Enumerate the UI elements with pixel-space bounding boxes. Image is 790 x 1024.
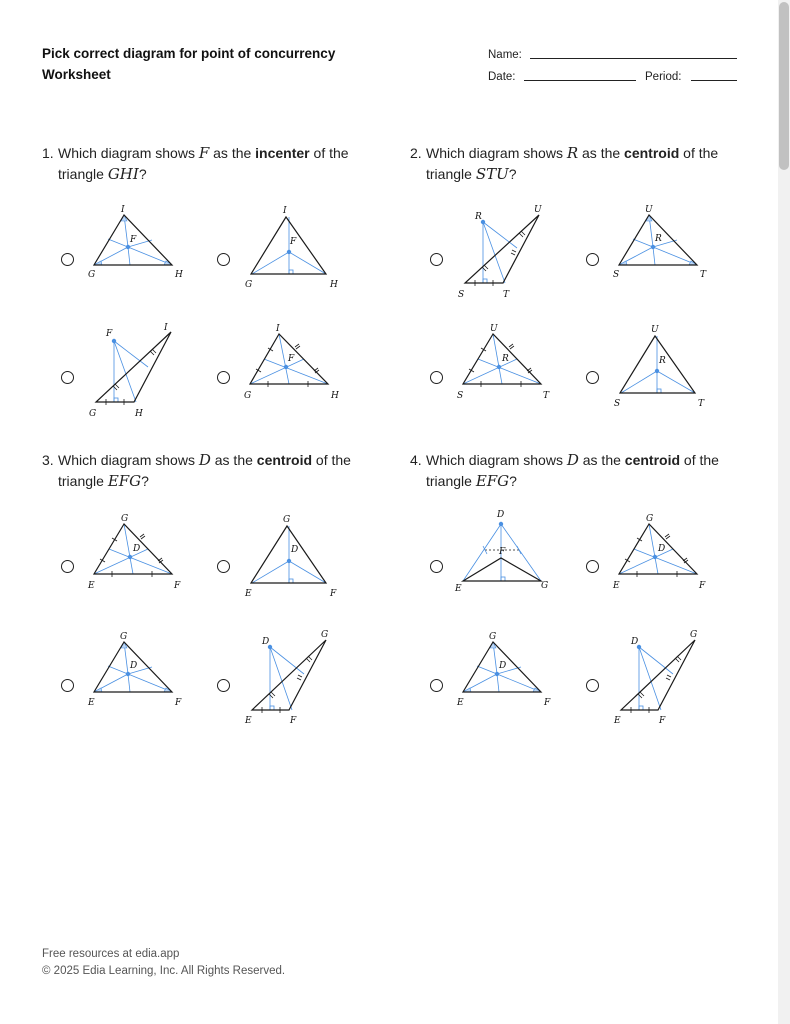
vertex-label: I xyxy=(121,205,125,215)
q3-diagram-d xyxy=(242,628,346,728)
question-text: of the xyxy=(680,452,719,468)
question-text: as the xyxy=(578,145,625,161)
vertex-label: E xyxy=(614,716,621,726)
question-point: D xyxy=(198,451,211,469)
q1-option-d-radio[interactable] xyxy=(217,371,230,384)
question-text: Which diagram shows xyxy=(58,452,199,468)
title-line-2: Worksheet xyxy=(42,67,111,82)
vertex-label: E xyxy=(88,581,95,591)
name-label: Name: xyxy=(488,49,522,61)
question-text: as the xyxy=(209,145,256,161)
q1-diagram-b xyxy=(242,203,346,293)
vertex-label: U xyxy=(645,205,653,215)
question-text: triangle xyxy=(426,166,476,182)
date-label: Date: xyxy=(488,71,516,83)
question-triangle: EFG xyxy=(107,472,142,490)
question-4 xyxy=(410,450,740,492)
q4-option-a-radio[interactable] xyxy=(430,560,443,573)
question-term: incenter xyxy=(255,145,310,161)
question-text: triangle xyxy=(58,473,108,489)
vertex-label: G xyxy=(245,280,253,290)
q2-option-b-radio[interactable] xyxy=(586,253,599,266)
question-text: ? xyxy=(508,166,517,182)
question-point: R xyxy=(566,144,579,162)
point-label: F xyxy=(130,235,137,245)
vertex-label: E xyxy=(457,698,464,708)
q3-option-a-radio[interactable] xyxy=(61,560,74,573)
vertex-label: F xyxy=(175,698,182,708)
vertex-label: S xyxy=(614,399,621,409)
point-label: D xyxy=(497,510,505,520)
point-label: F xyxy=(106,329,113,339)
point-label: D xyxy=(130,661,138,671)
vertex-label: T xyxy=(700,270,707,280)
question-text: ? xyxy=(141,473,149,489)
point-label: D xyxy=(262,637,270,647)
q3-diagram-b xyxy=(242,512,346,602)
q2-diagram-a xyxy=(455,203,559,303)
question-text: ? xyxy=(509,473,517,489)
vertex-label: H xyxy=(175,270,183,280)
question-1 xyxy=(42,143,372,185)
question-text: Which diagram shows xyxy=(426,145,567,161)
point-label: D xyxy=(499,661,507,671)
vertex-label: G xyxy=(690,630,698,640)
question-term: centroid xyxy=(256,452,313,468)
vertex-label: G xyxy=(244,391,252,401)
vertex-label: H xyxy=(135,409,143,419)
vertex-label: T xyxy=(503,290,510,300)
point-label: F xyxy=(290,237,297,247)
vertex-label: G xyxy=(646,514,654,524)
footer-copyright: © 2025 Edia Learning, Inc. All Rights Reserved. xyxy=(42,965,286,977)
q3-option-b-radio[interactable] xyxy=(217,560,230,573)
question-number: 2. xyxy=(410,145,422,161)
vertex-label: G xyxy=(283,515,291,525)
vertex-label: F xyxy=(659,716,666,726)
q2-option-a-radio[interactable] xyxy=(430,253,443,266)
scrollbar-thumb[interactable] xyxy=(779,2,789,170)
question-text: of the xyxy=(679,145,719,161)
vertex-label: T xyxy=(543,391,550,401)
point-label: D xyxy=(658,544,666,554)
vertex-label: H xyxy=(331,391,339,401)
question-term: centroid xyxy=(624,145,680,161)
vertex-label: S xyxy=(613,270,620,280)
question-triangle: EFG xyxy=(475,472,510,490)
vertex-label: G xyxy=(88,270,96,280)
q4-option-b-radio[interactable] xyxy=(586,560,599,573)
scrollbar[interactable] xyxy=(778,0,790,1024)
point-label: F xyxy=(288,354,295,364)
period-field[interactable] xyxy=(691,80,737,81)
q4-diagram-b xyxy=(611,512,715,594)
vertex-label: U xyxy=(534,205,542,215)
question-number: 4. xyxy=(410,452,422,468)
vertex-label: S xyxy=(457,391,464,401)
title-line-1: Pick correct diagram for point of concurrency xyxy=(42,46,336,61)
q1-diagram-d xyxy=(242,322,346,404)
point-label: F xyxy=(499,547,506,557)
point-label: D xyxy=(133,544,141,554)
point-label: R xyxy=(655,234,662,244)
question-text: triangle xyxy=(426,473,476,489)
q4-diagram-d xyxy=(611,628,715,728)
question-text: as the xyxy=(578,452,625,468)
question-text: triangle xyxy=(58,166,108,182)
vertex-label: G xyxy=(541,581,549,591)
q2-diagram-b xyxy=(611,203,715,285)
vertex-label: G xyxy=(89,409,97,419)
vertex-label: E xyxy=(455,584,462,594)
vertex-label: I xyxy=(283,206,287,216)
footer-resources: Free resources at edia.app xyxy=(42,948,180,960)
q2-option-d-radio[interactable] xyxy=(586,371,599,384)
q4-diagram-a xyxy=(455,508,559,598)
question-text: of the xyxy=(309,145,349,161)
q2-diagram-d xyxy=(611,322,715,412)
vertex-label: G xyxy=(489,632,497,642)
q3-diagram-c xyxy=(86,630,190,712)
question-3 xyxy=(42,450,372,492)
vertex-label: G xyxy=(321,630,329,640)
q1-option-c-radio[interactable] xyxy=(61,371,74,384)
vertex-label: F xyxy=(699,581,706,591)
question-text: of the xyxy=(312,452,351,468)
period-label: Period: xyxy=(645,71,682,83)
question-number: 1. xyxy=(42,145,54,161)
vertex-label: T xyxy=(698,399,705,409)
q2-option-c-radio[interactable] xyxy=(430,371,443,384)
name-field[interactable] xyxy=(530,58,737,59)
q4-option-c-radio[interactable] xyxy=(430,679,443,692)
vertex-label: S xyxy=(458,290,465,300)
question-text: Which diagram shows xyxy=(426,452,567,468)
point-label: R xyxy=(659,356,666,366)
vertex-label: E xyxy=(245,589,252,599)
vertex-label: E xyxy=(613,581,620,591)
vertex-label: I xyxy=(164,323,168,333)
q1-diagram-a xyxy=(86,203,190,285)
point-label: R xyxy=(475,212,482,222)
q4-diagram-c xyxy=(455,630,559,712)
q4-option-d-radio[interactable] xyxy=(586,679,599,692)
vertex-label: E xyxy=(88,698,95,708)
vertex-label: I xyxy=(276,324,280,334)
vertex-label: G xyxy=(120,632,128,642)
question-text: ? xyxy=(138,166,147,182)
question-2 xyxy=(410,143,740,185)
question-term: centroid xyxy=(624,452,681,468)
question-number: 3. xyxy=(42,452,54,468)
question-point: F xyxy=(198,144,210,162)
vertex-label: U xyxy=(651,325,659,335)
vertex-label: F xyxy=(330,589,337,599)
question-point: D xyxy=(566,451,579,469)
q3-option-c-radio[interactable] xyxy=(61,679,74,692)
date-field[interactable] xyxy=(524,80,636,81)
q1-diagram-c xyxy=(86,322,190,422)
vertex-label: F xyxy=(174,581,181,591)
q2-diagram-c xyxy=(455,322,559,404)
vertex-label: U xyxy=(490,324,498,334)
question-text: as the xyxy=(210,452,257,468)
question-text: Which diagram shows xyxy=(58,145,199,161)
vertex-label: G xyxy=(121,514,129,524)
question-triangle: GHI xyxy=(107,165,139,183)
q1-option-a-radio[interactable] xyxy=(61,253,74,266)
q3-diagram-a xyxy=(86,512,190,594)
vertex-label: F xyxy=(544,698,551,708)
point-label: R xyxy=(502,354,509,364)
q3-option-d-radio[interactable] xyxy=(217,679,230,692)
vertex-label: F xyxy=(290,716,297,726)
worksheet-title xyxy=(42,43,335,85)
point-label: D xyxy=(291,545,299,555)
vertex-label: E xyxy=(245,716,252,726)
question-triangle: STU xyxy=(475,165,509,183)
q1-option-b-radio[interactable] xyxy=(217,253,230,266)
point-label: D xyxy=(631,637,639,647)
vertex-label: H xyxy=(330,280,338,290)
